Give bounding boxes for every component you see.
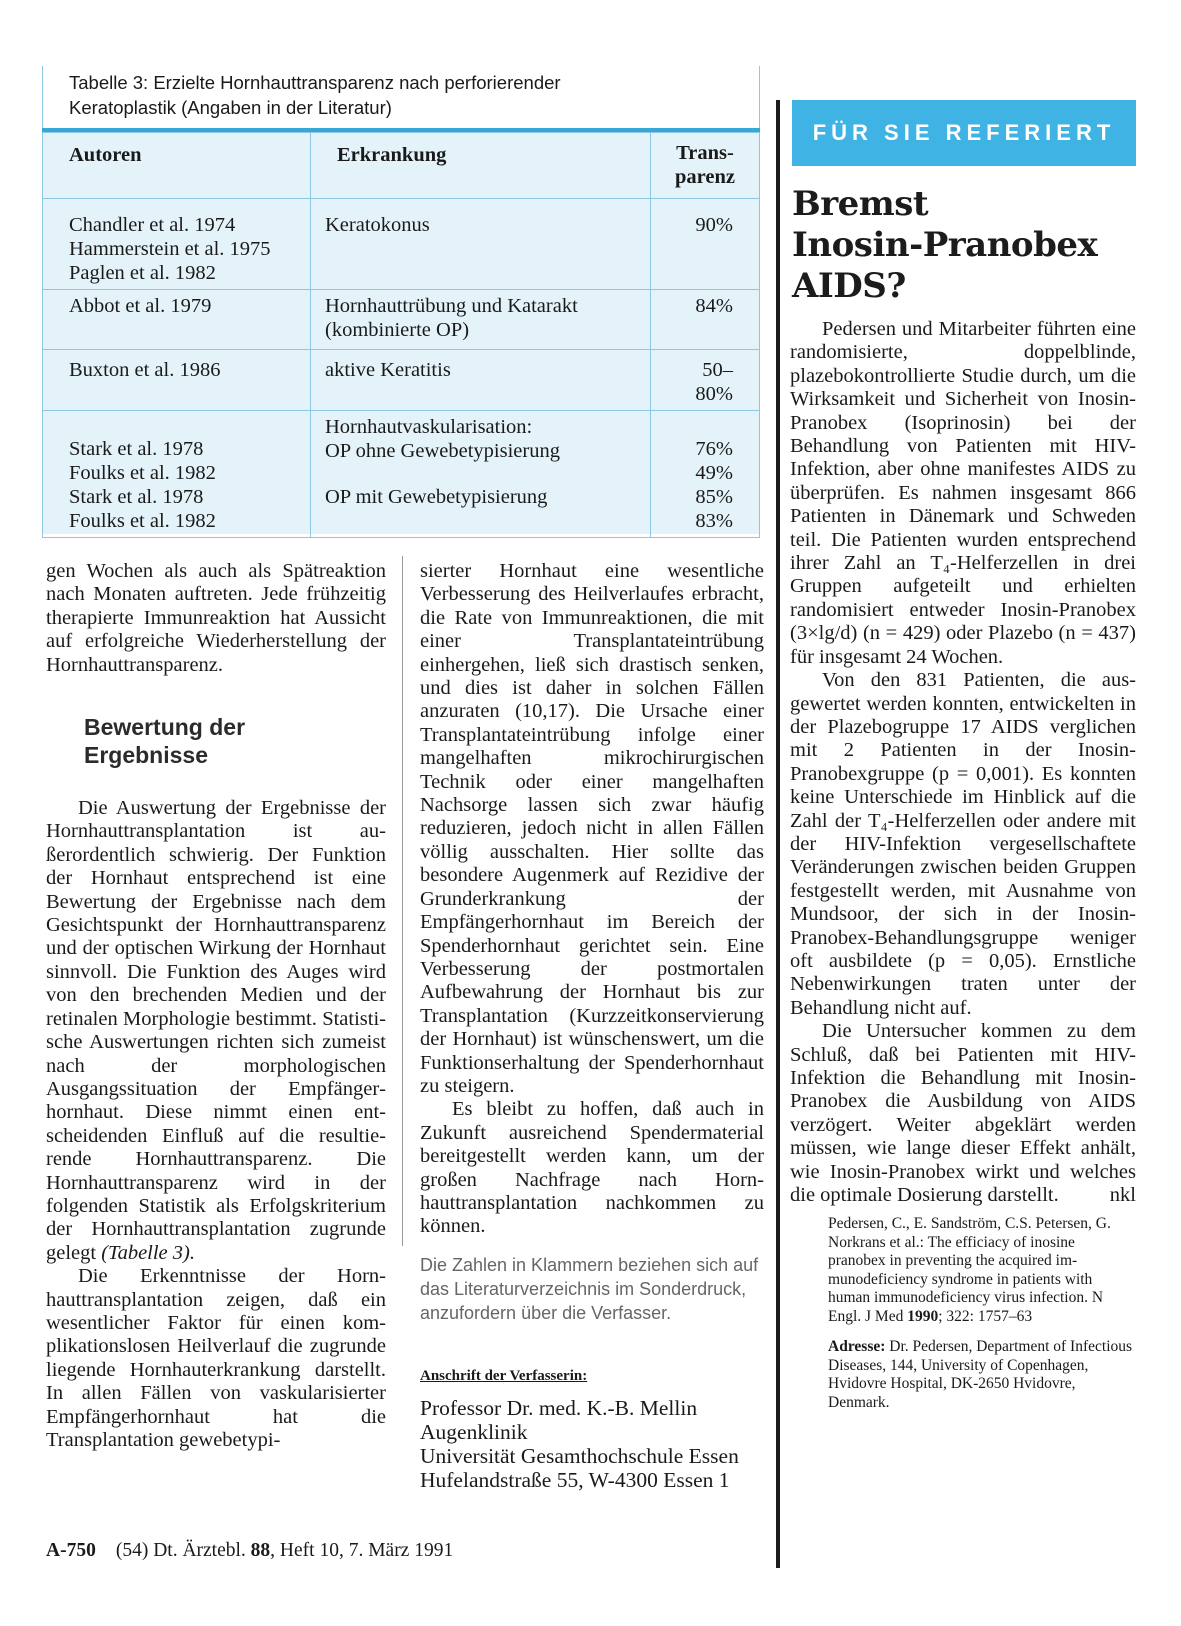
sidebar-paragraph-3-text: Die Untersucher kommen zu dem Schluß, daß bei Patienten mit HIV-Infektion die Behandlung mit Inosin-Pranobex die Ausbildung von AIDS verzögert. Weiter abgeklärt werden müssen, wie lange dieser Effekt anhält, wie Inosin-Pranobex wirkt und welches die optimale Dosierung darstellt. (790, 1020, 1136, 1207)
column-divider (402, 556, 403, 1246)
middle-text-column (420, 560, 764, 1492)
table-cell-line: Stark et al. 1978 (69, 486, 204, 508)
journal-volume: 88 (250, 1540, 271, 1561)
author-address-label: Anschrift der Verfasserin: (420, 1367, 588, 1384)
table-cell-line (325, 463, 642, 485)
table-row (43, 411, 760, 538)
table-cell-line: 83% (695, 510, 733, 532)
headline-line-2: Inosin-Pranobex (792, 225, 1098, 265)
table-cell-transparency (651, 290, 760, 350)
table-cell-disease (311, 350, 651, 411)
journal-citation: (54) Dt. Ärztebl. (115, 1540, 246, 1561)
table-caption (42, 66, 760, 128)
headline-line-3: AIDS? (792, 266, 906, 306)
table-cell-line: Hornhautvaskularisation: (325, 416, 533, 438)
sidebar-paragraph-3 (790, 1020, 1136, 1207)
table-cell-line: Foulks et al. 1982 (69, 510, 216, 532)
correspondence-text: Dr. Pedersen, Department of Infectious Diseases, 144, University of Copenhagen, Hvidovre Hospital, DK-2650 Hvidovre, Denmark. (828, 1338, 1133, 1411)
table-cell-line: OP ohne Gewebetypisierung (325, 440, 560, 462)
header-authors: Autoren (43, 133, 311, 199)
section-banner: FÜR SIE REFERIERT (792, 100, 1136, 166)
table-cell-line: 85% (695, 486, 733, 508)
page-number: A-750 (46, 1540, 96, 1561)
table-cell-line: aktive Keratitis (325, 359, 451, 381)
table-cell-line: Keratokonus (325, 214, 430, 236)
table-row (43, 290, 760, 350)
table-cell-line: Hornhauttrübung und Katarakt (325, 295, 578, 317)
results-table (42, 132, 760, 538)
table-cell-line (69, 415, 302, 437)
header-transparency-line-1: Trans- (676, 142, 734, 164)
table-cell-line: Chandler et al. 1974 (69, 214, 236, 236)
reference-footnote: Die Zahlen in Klammern beziehen sich auf das Literaturverzeichnis im Sonderdruck, anzufordern über die Verfasser. (420, 1254, 759, 1323)
left-paragraph-2-text: Die Auswertung der Ergebnisse der Hornhauttransplantation ist außerordentlich schwierig. Der Funktion der Hornhaut entsprechend ist eine Bewertung der Ergebnisse nach dem Gesichtspunkt der Hornhauttransparenz und der optischen Wirkung der Hornhaut sinnvoll. Die Funktion des Auges wird von den brechenden Medien und der retinalen Morphologie bestimmt. Statistische Auswertungen richten sich zumeist nach der morphologischen Ausgangssituation der Empfängerhornhaut. Diese nimmt einen entscheidenden Einfluß auf die resultierende Hornhauttransparenz. Die Hornhauttransparenz wird in der folgenden Statistik als Erfolgskriterium der Hornhauttransplantation zugrunde gelegt (46, 797, 386, 1264)
correspondence-label: Adresse: (828, 1338, 886, 1356)
table-cell-line: Abbot et al. 1979 (69, 295, 212, 317)
section-heading-line-2: Ergebnisse (84, 742, 208, 769)
table-caption-line-1: Tabelle 3: Erzielte Hornhauttransparenz nach perforierender (69, 72, 561, 93)
table-cell-line (325, 509, 642, 531)
table-cell-line: 50–80% (695, 359, 733, 405)
citation-year: 1990 (907, 1307, 939, 1325)
table-header-row (43, 133, 760, 199)
section-heading-line-1: Bewertung der (84, 714, 246, 741)
table-caption-line-2: Keratoplastik (Angaben in der Literatur) (69, 97, 392, 118)
table-cell-line: Foulks et al. 1982 (69, 462, 216, 484)
author-address-line-1: Professor Dr. med. K.-B. Mellin (420, 1396, 698, 1421)
table-row (43, 350, 760, 411)
table-row (43, 199, 760, 290)
table-reference: (Tabelle 3). (101, 1241, 195, 1264)
table-cell-line: 90% (695, 214, 733, 236)
middle-paragraph-1: sierter Hornhaut eine wesentliche Verbesserung des Heilverlaufes erbracht, die Rate von Immunreaktionen, die mit einer Transplantateintrübung einhergehen, ließ sich drastisch senken, und dies ist daher in solchen Fällen anzuraten (10,17). Die Ursache einer Transplantateintrübung infolge einer mangelhaften mikrochirurgischen Technik oder einer mangelhaften Nachsorge lassen sich zwar häufig reduzieren, jedoch nicht in allen Fällen völlig ausschalten. Hier sollte das besondere Augenmerk auf Rezidive der Grunderkrankung der Empfängerhornhaut im Bereich der Spenderhornhaut gerichtet sein. Eine Verbesserung der postmortalen Aufbewahrung der Hornhaut bis zur Transplantation (Kurzzeitkonservierung der Hornhaut) ist wünschenswert, um die Funktionserhaltung der Spenderhornhaut zu steigern. (420, 560, 764, 1097)
table-cell-line: 49% (695, 462, 733, 484)
table-cell-line: Stark et al. 1978 (69, 438, 204, 460)
left-paragraph-2 (46, 797, 386, 1265)
article-headline (792, 184, 1138, 307)
table-cell-line: 76% (695, 438, 733, 460)
page-footer (46, 1540, 453, 1562)
correspondence-address (790, 1338, 1136, 1412)
table-cell-line: OP mit Gewebetypisierung (325, 486, 548, 508)
table-cell-authors (43, 350, 311, 411)
headline-line-1: Bremst (792, 184, 929, 224)
table-cell-transparency (651, 350, 760, 411)
sidebar-text-column (790, 318, 1136, 1412)
table-cell-line: 84% (695, 295, 733, 317)
table-cell-disease (311, 199, 651, 290)
citation-pages: ; 322: 1757–63 (938, 1307, 1033, 1325)
header-disease: Erkrankung (311, 133, 651, 199)
table-cell-authors (43, 199, 311, 290)
sidebar-paragraph-1: Pedersen und Mitarbeiter führten eine randomisierte, doppelblinde, plazebokontrollierte Studie durch, um die Wirksamkeit und Sicherheit von Inosin-Pranobex (Isoprinosin) bei der Behandlung von Patienten mit HIV-Infektion, aber ohne manifestes AIDS zu überprüfen. Es nahmen insgesamt 866 Patienten in Dänemark und Schweden teil. Die Patienten wurden entsprechend ihrer Zahl an T₄-Helferzellen in drei Gruppen aufgeteilt und erhielten randomisiert entweder Inosin-Pranobex (3×lg/d) (n = 429) oder Plazebo (n = 437) für insgesamt 24 Wochen. (790, 318, 1136, 668)
table-cell-authors (43, 411, 311, 538)
journal-issue: , Heft 10, 7. März 1991 (270, 1540, 454, 1561)
table-cell-line (677, 415, 733, 437)
citation (790, 1215, 1136, 1326)
table-body (43, 199, 760, 538)
author-address-line-4: Hufelandstraße 55, W-4300 Essen 1 (420, 1468, 730, 1493)
table-cell-disease (311, 411, 651, 538)
table-3 (42, 66, 760, 534)
table-cell-line: (kombinierte OP) (325, 319, 470, 341)
table-cell-line: Hammerstein et al. 1975 (69, 238, 271, 260)
header-transparency (651, 133, 760, 199)
author-signature: nkl (1109, 1184, 1136, 1207)
citation-text: Pedersen, C., E. Sandström, C.S. Petersen, G. Norkrans et al.: The efficiacy of inosine pranobex in preventing the acquired immunodeficiency syndrome in patients with human immunodeficiency virus infection. N Engl. J Med (828, 1215, 1111, 1325)
sidebar-paragraph-2: Von den 831 Patienten, die ausgewertet werden konnten, entwickelten in der Plazebogruppe 17 AIDS verglichen mit 2 Patienten in der Inosin-Pranobexgruppe (p = 0,001). Es konnten keine Unterschiede im Hinblick auf die Zahl der T₄-Helferzellen oder andere mit der HIV-Infektion vergesellschaftete Veränderungen zwischen beiden Gruppen festgestellt werden, mit Ausnahme von Mundsoor, der sich in der Inosin-Pranobex-Behandlungsgruppe weniger oft ausbildete (p = 0,05). Ernstliche Nebenwirkungen traten unter der Behandlung nicht auf. (790, 669, 1136, 1019)
table-cell-transparency (651, 199, 760, 290)
sidebar-rule (776, 100, 780, 1568)
table-cell-authors (43, 290, 311, 350)
table-cell-transparency (651, 411, 760, 538)
header-transparency-line-2: parenz (675, 166, 735, 188)
table-cell-disease (311, 290, 651, 350)
table-cell-line: Buxton et al. 1986 (69, 359, 221, 381)
middle-paragraph-2: Es bleibt zu hoffen, daß auch in Zukunft ausreichend Spendermaterial bereitgestellt werden kann, um der großen Nachfrage nach Hornhauttransplantation nachkommen zu können. (420, 1098, 764, 1238)
author-address-line-3: Universität Gesamthochschule Essen (420, 1444, 739, 1469)
left-paragraph-3: Die Erkenntnisse der Hornhauttransplantation zeigen, daß ein wesentlicher Faktor für einen komplikationslosen Heilverlauf die zugrunde liegende Hornhauterkrankung darstellt. In allen Fällen von vaskularisierter Empfängerhornhaut hat die Transplantation gewebetypi- (46, 1265, 386, 1451)
table-cell-line: Paglen et al. 1982 (69, 262, 216, 284)
left-text-column (46, 560, 386, 1452)
author-address-line-2: Augenklinik (420, 1420, 528, 1445)
author-address (420, 1396, 764, 1492)
section-heading (84, 713, 386, 769)
left-paragraph-1: gen Wochen als auch als Spätreaktion nach Monaten auftreten. Jede frühzeitig therapierte Immunreaktion hat Aussicht auf erfolgreiche Wiederherstellung der Hornhauttransparenz. (46, 560, 386, 676)
